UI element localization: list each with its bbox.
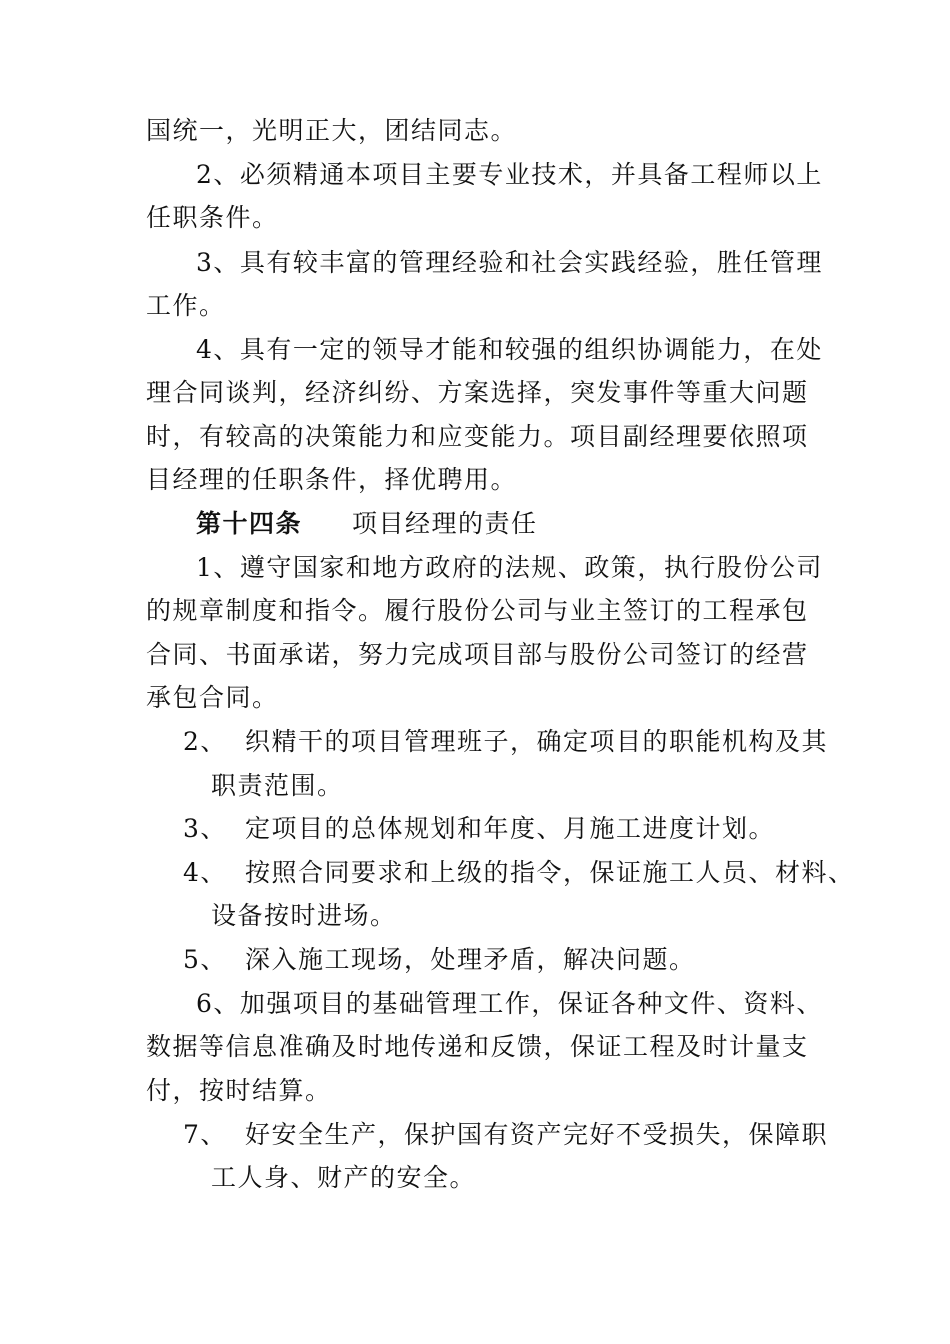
text-line-22: 数据等信息准确及时地传递和反馈，保证工程及时计量支	[146, 1032, 809, 1061]
text-line-17: 定项目的总体规划和年度、月施工进度计划。	[245, 814, 776, 843]
text-line-2: 2、必须精通本项目主要专业技术，并具备工程师以上	[196, 160, 823, 189]
text-line-25: 工人身、财产的安全。	[211, 1163, 477, 1192]
text-line-20: 深入施工现场，处理矛盾，解决问题。	[245, 945, 696, 974]
text-line-4: 3、具有较丰富的管理经验和社会实践经验，胜任管理	[196, 248, 823, 277]
list-number-7: 7、	[183, 1120, 227, 1149]
text-line-23: 付，按时结算。	[146, 1076, 332, 1105]
list-number-3: 3、	[183, 814, 227, 843]
text-line-9: 目经理的任职条件，择优聘用。	[146, 465, 518, 494]
list-number-2: 2、	[183, 727, 227, 756]
text-line-12: 的规章制度和指令。履行股份公司与业主签订的工程承包	[146, 596, 809, 625]
text-line-7: 理合同谈判，经济纠纷、方案选择，突发事件等重大问题	[146, 378, 809, 407]
article-heading	[196, 509, 796, 539]
text-line-13: 合同、书面承诺，努力完成项目部与股份公司签订的经营	[146, 640, 809, 669]
text-line-18: 按照合同要求和上级的指令，保证施工人员、材料、	[245, 858, 855, 887]
text-line-8: 时，有较高的决策能力和应变能力。项目副经理要依照项	[146, 422, 809, 451]
text-line-1: 国统一，光明正大，团结同志。	[146, 116, 518, 145]
article-title: 项目经理的责任	[352, 509, 538, 538]
text-line-14: 承包合同。	[146, 683, 279, 712]
list-number-5: 5、	[183, 945, 227, 974]
text-line-6: 4、具有一定的领导才能和较强的组织协调能力，在处	[196, 335, 823, 364]
text-line-24: 好安全生产，保护国有资产完好不受损失，保障职	[245, 1120, 829, 1149]
text-line-5: 工作。	[146, 291, 226, 320]
article-number: 第十四条	[196, 509, 303, 538]
text-line-19: 设备按时进场。	[211, 901, 397, 930]
text-line-21: 6、加强项目的基础管理工作，保证各种文件、资料、	[196, 989, 823, 1018]
text-line-11: 1、遵守国家和地方政府的法规、政策，执行股份公司	[196, 553, 823, 582]
text-line-16: 职责范围。	[211, 771, 344, 800]
text-line-15: 织精干的项目管理班子，确定项目的职能机构及其	[245, 727, 829, 756]
text-line-3: 任职条件。	[146, 203, 279, 232]
list-number-4: 4、	[183, 858, 227, 887]
